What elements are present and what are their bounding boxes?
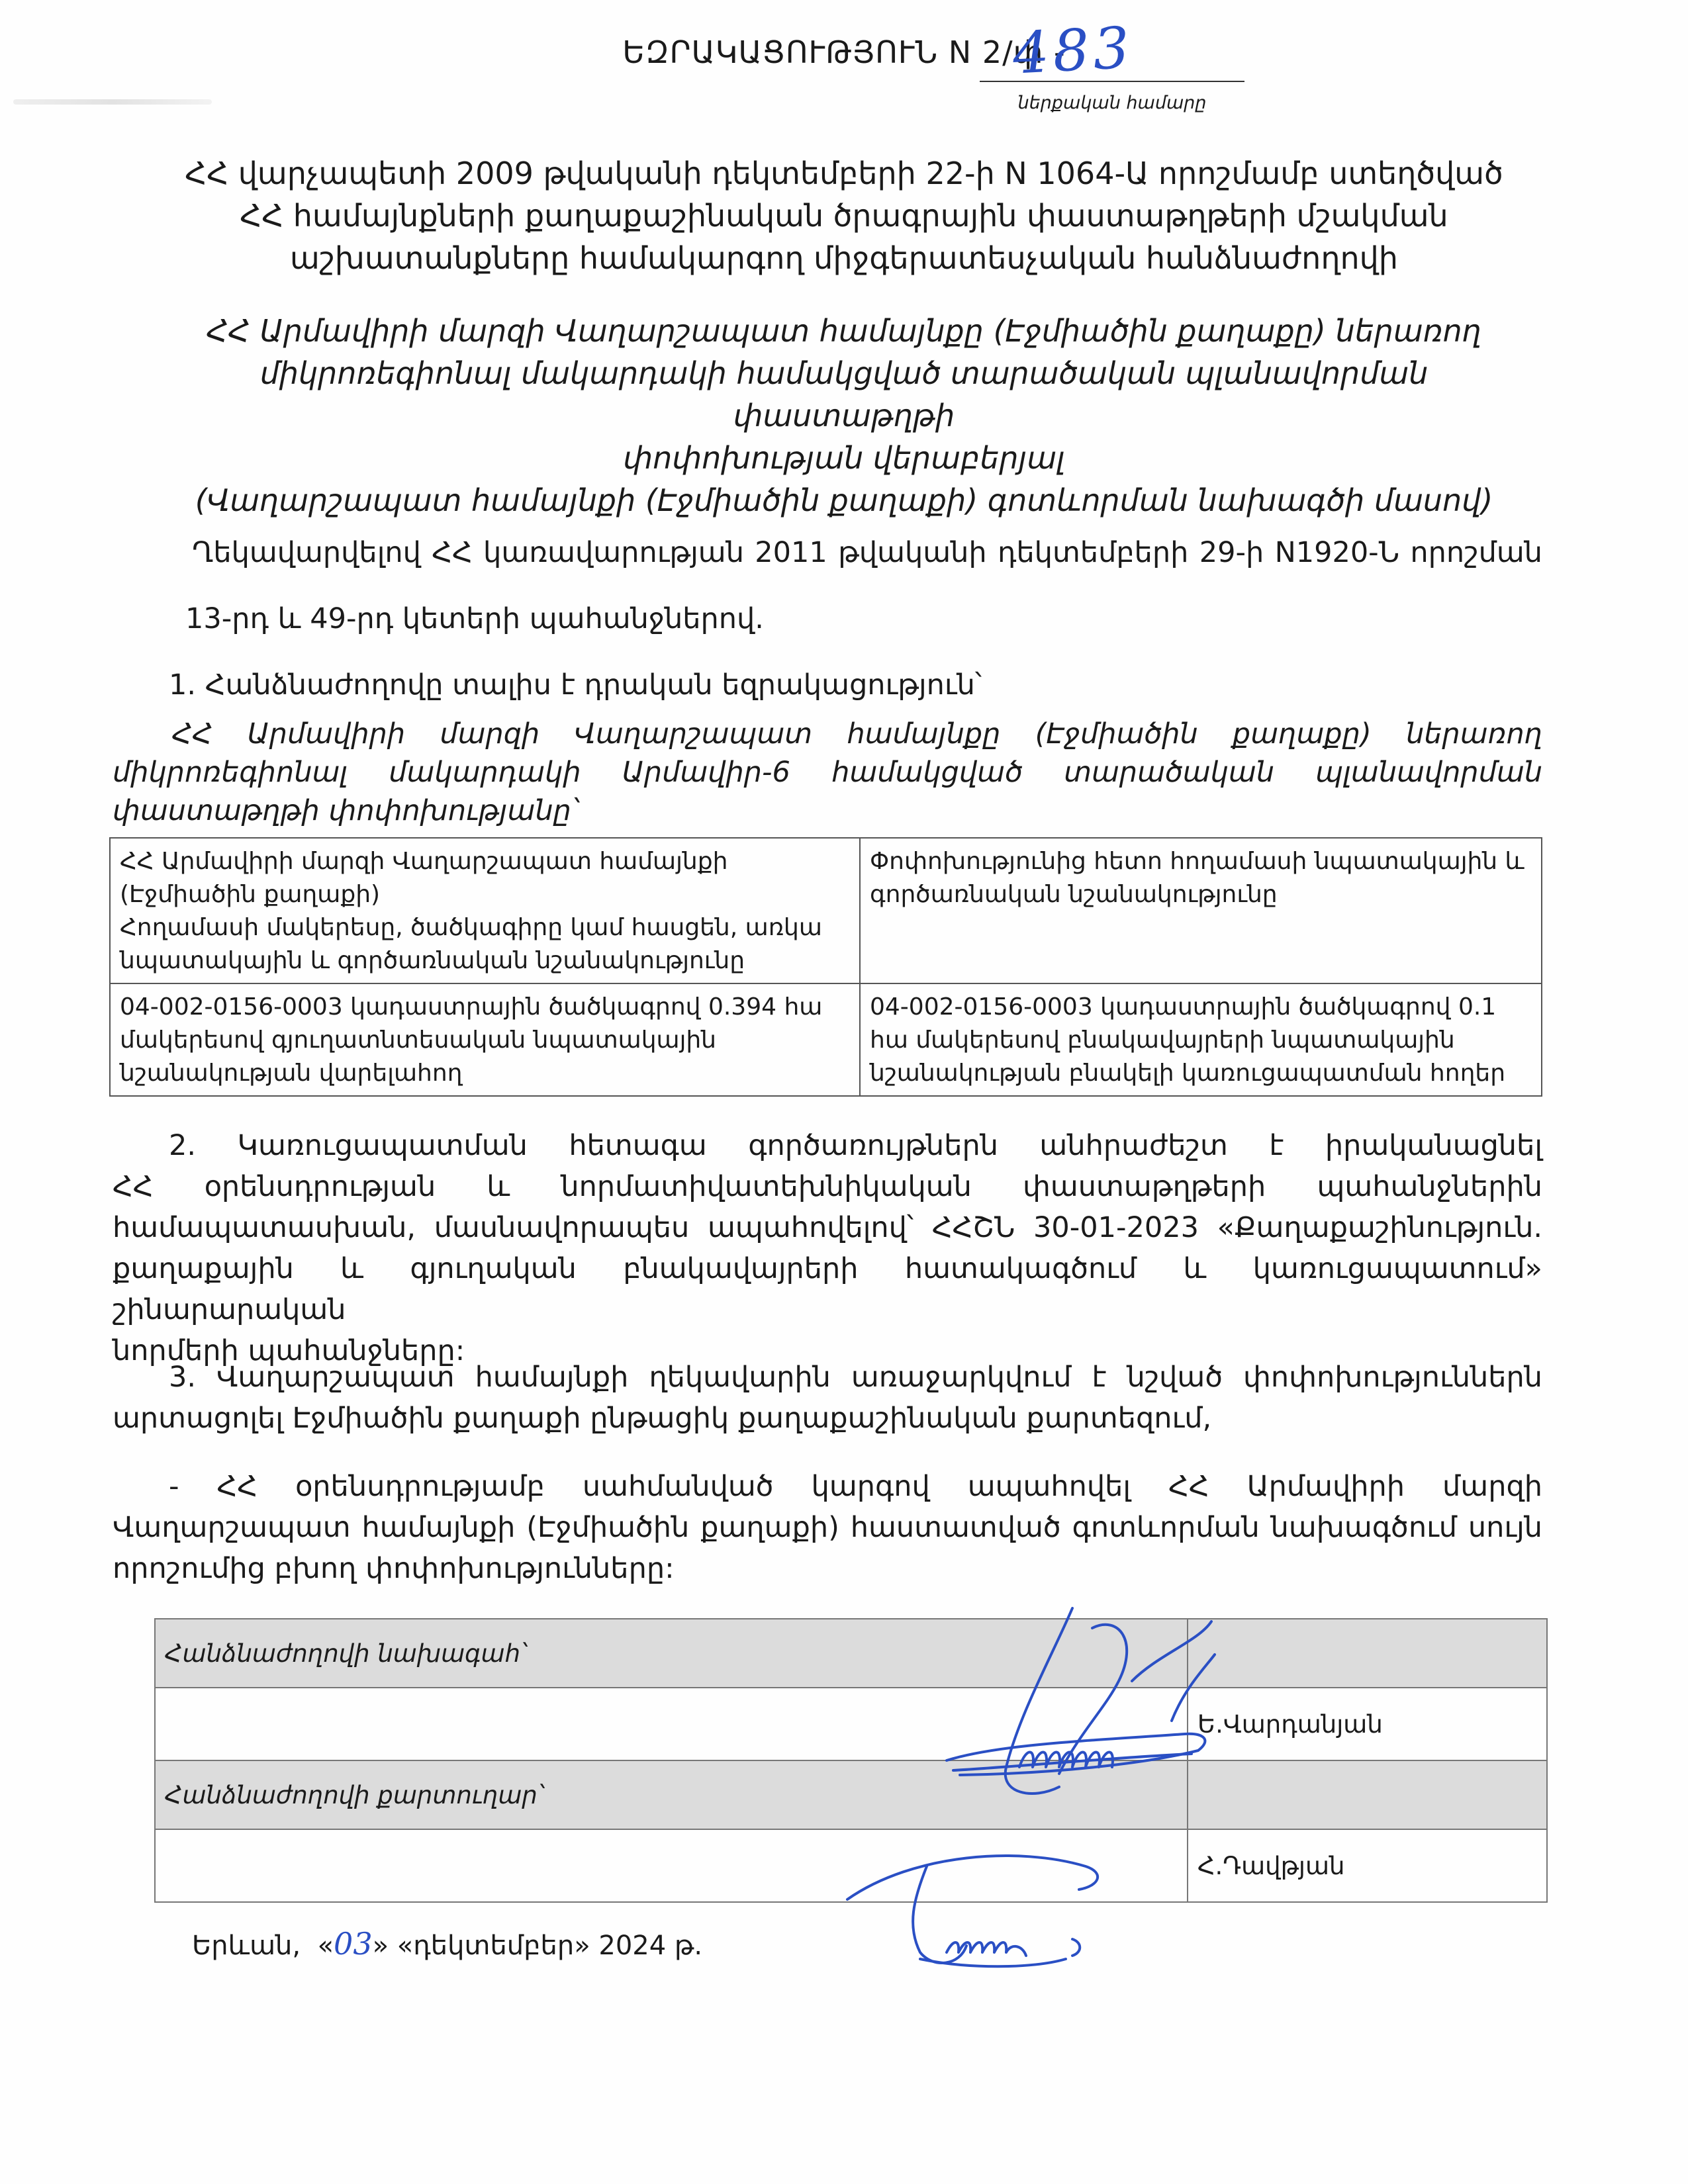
point-4 xyxy=(113,1466,1542,1589)
signature-row-chair-label xyxy=(155,1619,1547,1688)
secretary-name: Հ.Դավթյան xyxy=(1188,1829,1547,1902)
place-date xyxy=(192,1926,702,1962)
city: Երևան, xyxy=(192,1931,301,1961)
point-2 xyxy=(113,1125,1542,1371)
table-header-row xyxy=(110,838,1542,983)
point-3-line: 3. Վաղարշապատ համայնքի ղեկավարին առաջարկվում է նշված փոփոխություններն xyxy=(169,1361,1542,1394)
document-number-area xyxy=(0,15,1688,127)
signature-space xyxy=(155,1688,1188,1760)
number-caption: ներքական համարը xyxy=(1017,93,1207,113)
point-3-line: արտացոլել Էջմիածին քաղաքի ընթացիկ քաղաքաշինական քարտեզում, xyxy=(113,1402,1212,1435)
legal-basis-line-1: Ղեկավարվելով ՀՀ կառավարության 2011 թվականի դեկտեմբերի 29-ի N1920-Ն որոշման xyxy=(192,536,1542,569)
subject-line: փոփոխության վերաբերյալ xyxy=(623,440,1065,476)
chair-name: Ե.Վարդանյան xyxy=(1188,1688,1547,1760)
signature-row-secretary-label xyxy=(155,1760,1547,1829)
table-header-cell-current: ՀՀ Արմավիրի մարզի Վաղարշապատ համայնքի (Էջմիածին քաղաքի) Հողամասի մակերեսը, ծածկագիրը կամ հասցեն, առկա նպատակային և գործառնական նշանակությունը xyxy=(110,838,860,983)
empty-cell xyxy=(1188,1619,1547,1688)
document-subject xyxy=(165,310,1523,522)
point-4-line: - ՀՀ օրենսդրությամբ սահմանված կարգով ապահովել ՀՀ Արմավիրի մարզի xyxy=(169,1470,1542,1503)
authority-line: ՀՀ համայնքների քաղաքաշինական ծրագրային փաստաթղթերի մշակման xyxy=(240,198,1448,234)
authority-line: աշխատանքները համակարգող միջգերատեսչական հանձնաժողովի xyxy=(290,240,1398,276)
day-open-quote: « xyxy=(317,1931,334,1961)
point-2-line: համապատասխան, մասնավորապես ապահովելով՝ ՀՀՇՆ 30-01-2023 «Քաղաքաշինություն. xyxy=(113,1211,1542,1244)
point-1-line: միկրոռեգիոնալ մակարդակի Արմավիր-6 համակցված տարածական պլանավորման xyxy=(113,756,1542,789)
signature-row-secretary-name xyxy=(155,1829,1547,1902)
table-cell-after: 04-002-0156-0003 կադաստրային ծածկագրով 0.1 հա մակերեսով բնակավայրերի նպատակային նշանակության բնակելի կառուցապատման հողեր xyxy=(860,983,1542,1096)
chair-label: Հանձնաժողովի նախագահ՝ xyxy=(155,1619,1188,1688)
handwritten-day: 03 xyxy=(334,1926,373,1962)
handwritten-number: 483 xyxy=(1011,15,1135,87)
point-2-line: 2. Կառուցապատման հետագա գործառույթներն անհրաժեշտ է իրականացնել xyxy=(169,1129,1542,1162)
subject-line: (Վաղարշապատ համայնքի (Էջմիածին քաղաքի) գոտևորման նախագծի մասով) xyxy=(195,482,1493,518)
authority-line: ՀՀ վարչապետի 2009 թվականի դեկտեմբերի 22-ի N 1064-Ա որոշմամբ ստեղծված xyxy=(185,156,1503,191)
year: 2024 թ. xyxy=(598,1931,703,1961)
signature-table xyxy=(154,1618,1548,1903)
signature-space xyxy=(155,1829,1188,1902)
secretary-label: Հանձնաժողովի քարտուղար՝ xyxy=(155,1760,1188,1829)
subject-line: միկրոռեգիոնալ մակարդակի համակցված տարածական պլանավորման փաստաթղթի xyxy=(259,355,1429,433)
point-4-line: Վաղարշապատ համայնքի (Էջմիածին քաղաքի) հաստատված գոտևորման նախագծում սույն xyxy=(113,1511,1542,1544)
issuing-authority xyxy=(165,152,1523,279)
table-row xyxy=(110,983,1542,1096)
land-plot-table xyxy=(109,837,1542,1097)
point-1-heading: 1. Հանձնաժողովը տալիս է դրական եզրակացություն՝ xyxy=(169,668,982,702)
signature-row-chair-name xyxy=(155,1688,1547,1760)
empty-cell xyxy=(1188,1760,1547,1829)
point-3 xyxy=(113,1357,1542,1439)
subject-line: ՀՀ Արմավիրի մարզի Վաղարշապատ համայնքը (Էջմիածին քաղաքը) ներառող xyxy=(207,313,1481,349)
point-2-line: նորմերի պահանջները: xyxy=(113,1334,465,1367)
point-1-line: փաստաթղթի փոփոխությանը՝ xyxy=(113,794,579,827)
day-close-quote: » xyxy=(372,1931,389,1961)
point-1-body xyxy=(113,715,1542,830)
legal-basis-line-2: 13-րդ և 49-րդ կետերի պահանջներով. xyxy=(185,602,764,635)
month: «դեկտեմբեր» xyxy=(397,1931,590,1961)
point-2-line: ՀՀ օրենսդրության և նորմատիվատեխնիկական փաստաթղթերի պահանջներին xyxy=(113,1170,1542,1203)
point-2-line: քաղաքային և գյուղական բնակավայրերի հատակագծում և կառուցապատում» շինարարական xyxy=(113,1252,1542,1326)
document-title: ԵԶՐԱԿԱՑՈՒԹՅՈՒՆ N 2/փ - xyxy=(622,34,1066,70)
table-header-cell-after: Փոփոխությունից հետո հողամասի նպատակային և գործառնական նշանակությունը xyxy=(860,838,1542,983)
point-4-line: որոշումից բխող փոփոխությունները: xyxy=(113,1552,675,1585)
table-cell-current: 04-002-0156-0003 կադաստրային ծածկագրով 0.394 հա մակերեսով գյուղատնտեսական նպատակային նշանակության վարելահող xyxy=(110,983,860,1096)
point-1-line: ՀՀ Արմավիրի մարզի Վաղարշապատ համայնքը (Էջմիածին քաղաքը) ներառող xyxy=(172,717,1542,751)
